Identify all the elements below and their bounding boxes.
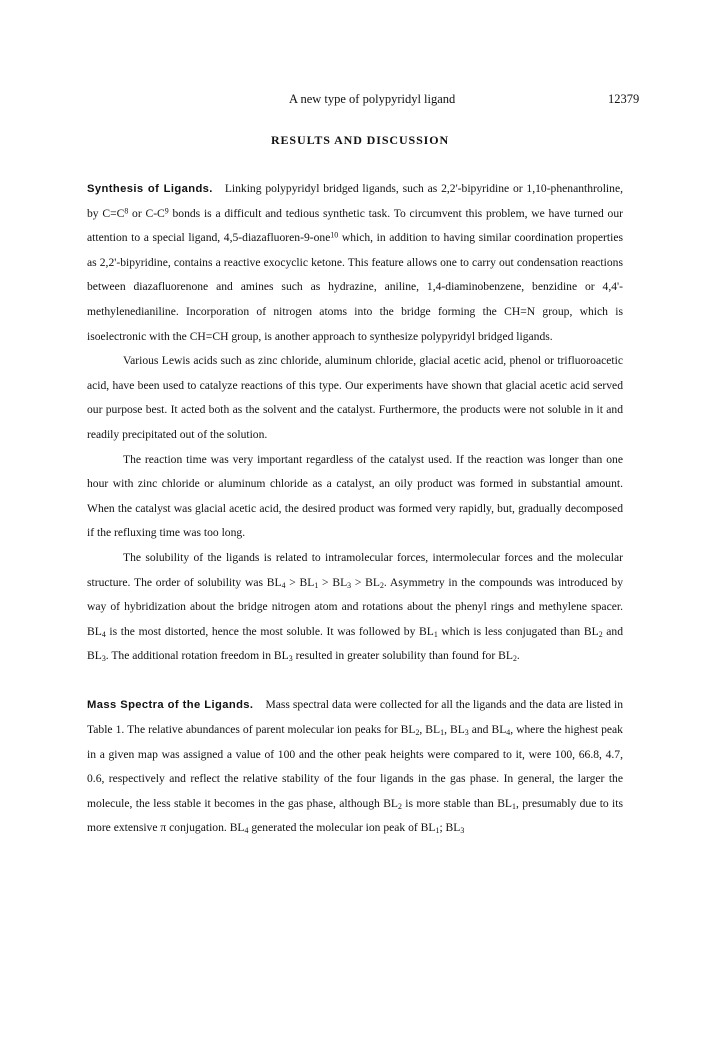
text-run: Mass spectral data were collected for all the ligands and the data are listed in Table 1. The relative abundances of parent molecular ion peaks for BL (87, 698, 624, 737)
text-run: is more stable than BL (401, 796, 513, 810)
text-run: . The additional rotation freedom in BL (105, 649, 289, 663)
synthesis-paragraph-4 (87, 546, 623, 669)
text-run: which, in addition to having similar coordination properties as 2,2'-bipyridine, contains a reactive exocyclic ketone. This feature allows one to carry out condensation reactions between diazafluorenone and amines such as hydrazine, aniline, 1,4-diaminobenzene, benzidine or 4,4'-methylenedianiline. Incorporation of nitrogen atoms into the bridge forming the CH=N group, which is isoelectronic with the CH=CH group, is another approach to synthesize polypyridyl bridged ligands. (87, 231, 623, 343)
mass-spectra-paragraph (87, 693, 623, 841)
superscript: 8 (124, 206, 129, 216)
subscript: 1 (440, 728, 445, 738)
page-number: 12379 (608, 92, 640, 106)
subscript: 2 (512, 654, 517, 664)
subscript: 3 (288, 654, 293, 664)
text-run: > BL (351, 575, 380, 589)
subscript: 4 (506, 728, 511, 738)
text-run: ; BL (439, 821, 461, 835)
text-run: The solubility of the ligands is related to intramolecular forces, intermolecular forces and the molecular structure. The order of solubility was BL (87, 550, 623, 589)
running-title: A new type of polypyridyl ligand (289, 92, 456, 106)
mass-spectra-heading: Mass Spectra of the Ligands. (87, 699, 254, 712)
subscript: 3 (460, 826, 465, 836)
subscript: 2 (598, 629, 603, 639)
subscript: 2 (379, 580, 384, 590)
subscript: 3 (347, 580, 352, 590)
subscript: 1 (435, 826, 440, 836)
text-run: is the most distorted, hence the most soluble. It was followed by BL (105, 624, 434, 638)
text-run: generated the molecular ion peak of BL (248, 821, 436, 835)
text-run: which is less conjugated than BL (437, 624, 599, 638)
subscript: 2 (415, 728, 420, 738)
pi-symbol: π (160, 821, 167, 835)
subscript: 1 (314, 580, 319, 590)
subscript: 1 (512, 801, 516, 811)
text-run: > BL (318, 575, 348, 589)
text-run: , BL (444, 723, 465, 737)
synthesis-paragraph-1 (87, 177, 623, 349)
subscript: 3 (464, 728, 469, 738)
synthesis-paragraph-3: The reaction time was very important regardless of the catalyst used. If the reaction was longer than one hour with zinc chloride or aluminum chloride as a catalyst, an oily product was formed in substantial amount. When the catalyst was glacial acetic acid, the desired product was formed very rapidly, but, gradually decomposed if the refluxing time was too long. (87, 452, 623, 540)
text-run: . (516, 649, 520, 663)
reference-superscript: 10 (330, 230, 339, 240)
section-gap (87, 669, 623, 694)
subscript: 1 (433, 629, 438, 639)
subscript: 4 (281, 580, 286, 590)
text-run: , presumably due to its more extensive (87, 796, 623, 835)
text-run: , BL (419, 723, 441, 737)
text-run: resulted in greater solubility than found for BL (292, 649, 513, 663)
text-run: bonds is a difficult and tedious synthetic task. To circumvent this problem, we have turned our attention to a special ligand, 4,5-diazafluoren-9-one (87, 206, 623, 245)
article-body (87, 177, 623, 841)
section-title: RESULTS AND DISCUSSION (270, 133, 450, 147)
text-run: . Asymmetry in the compounds was introduced by way of hybridization about the bridge nitrogen atom and rotations about the phenyl rings and methylene spacer. BL (87, 575, 623, 638)
subscript: 3 (101, 654, 106, 664)
text-run: and BL (468, 723, 507, 737)
superscript: 9 (164, 206, 169, 216)
text-run: , where the highest peak in a given map was assigned a value of 100 and the other peak heights were compared to it, were 100, 66.8, 4.7, 0.6, respectively and reflect the relative stability of the four ligands in the gas phase. In general, the larger the molecule, the less stable it becomes in the gas phase, although BL (87, 723, 623, 810)
text-run: conjugation. BL (166, 821, 245, 835)
synthesis-paragraph-2: Various Lewis acids such as zinc chloride, aluminum chloride, glacial acetic acid, phenol or trifluoroacetic acid, have been used to catalyze reactions of this type. Our experiments have shown that glacial acetic acid served our purpose best. It acted both as the solvent and the catalyst. Furthermore, the products were not soluble in it and readily precipitated out of the solution. (87, 354, 623, 441)
text-run: > BL (285, 575, 315, 589)
subscript: 2 (398, 801, 402, 811)
synthesis-heading: Synthesis of Ligands. (87, 183, 213, 195)
text-run: Linking polypyridyl bridged ligands, such as 2,2'-bipyridine or 1,10-phenanthroline, by C=C (87, 182, 623, 220)
text-run: and BL (87, 624, 624, 663)
text-run: or C-C (128, 206, 165, 220)
subscript: 4 (101, 629, 106, 639)
subscript: 4 (244, 826, 249, 836)
